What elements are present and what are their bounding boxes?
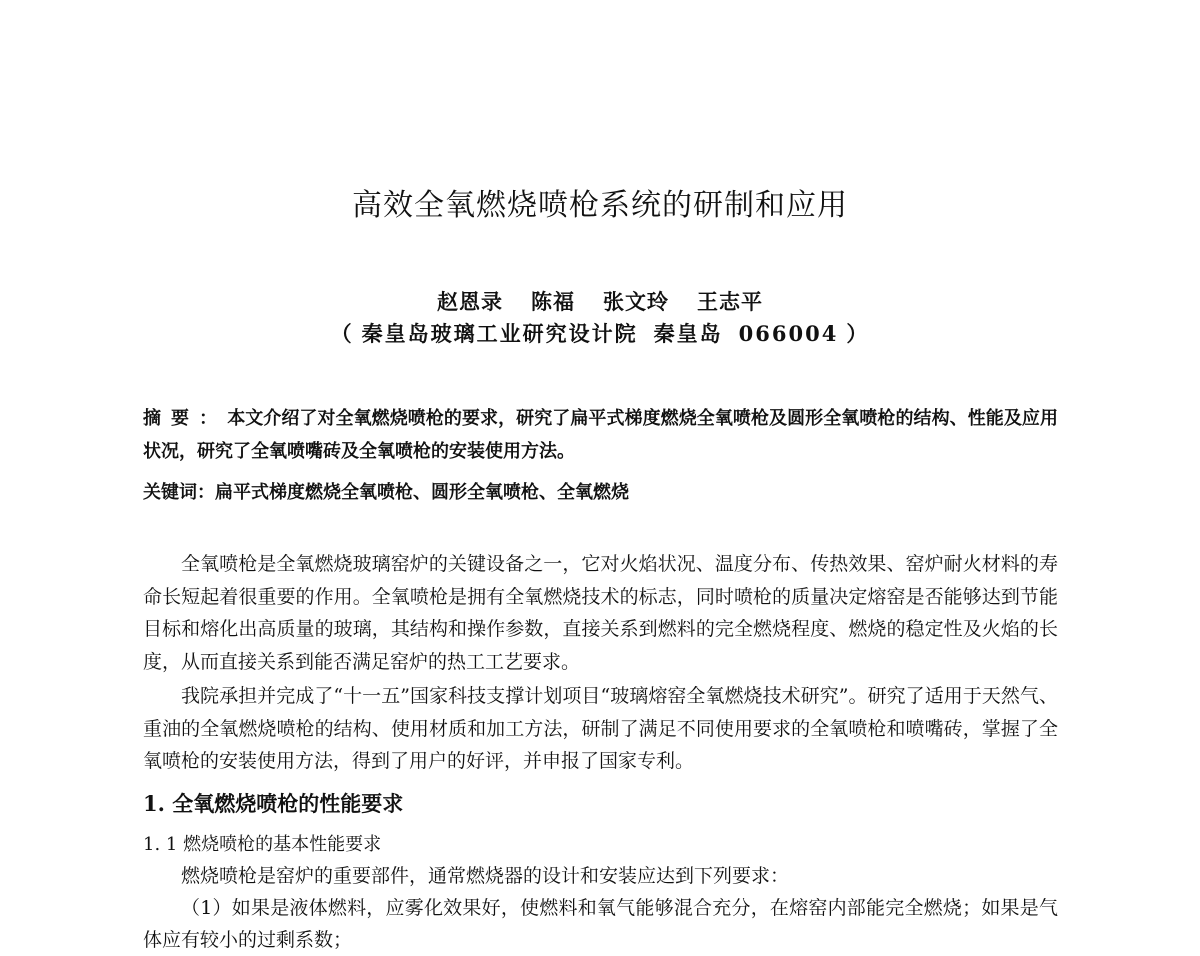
subsection-heading: 1. 1 燃烧喷枪的基本性能要求	[143, 834, 382, 855]
keywords-text: 扁平式梯度燃烧全氧喷枪、圆形全氧喷枪、全氧燃烧	[215, 482, 629, 503]
affiliation-postcode: 066004	[738, 321, 839, 346]
author-name: 王志平	[697, 289, 763, 314]
section-body	[143, 860, 1058, 956]
abstract-label: 摘要：	[143, 408, 228, 429]
keywords-label: 关键词：	[143, 482, 215, 503]
abstract	[143, 402, 1058, 468]
body-paragraph	[143, 680, 1058, 778]
paper-title: 高效全氧燃烧喷枪系统的研制和应用	[352, 188, 848, 223]
keywords	[143, 476, 1058, 509]
abstract-text: 本文介绍了对全氧燃烧喷枪的要求，研究了扁平式梯度燃烧全氧喷枪及圆形全氧喷枪的结构、性能及应用状况，研究了全氧喷嘴砖及全氧喷枪的安装使用方法。	[143, 408, 1058, 462]
affiliation-city: 秦皇岛	[653, 321, 723, 346]
list-item-text: （1）如果是液体燃料，应雾化效果好，使燃料和氧气能够混合充分，在熔窑内部能完全燃烧；如果是气体应有较小的过剩系数；	[143, 897, 1058, 951]
author-name: 张文玲	[603, 289, 669, 314]
body-paragraph	[143, 548, 1058, 678]
paragraph-text: 全氧喷枪是全氧燃烧玻璃窑炉的关键设备之一，它对火焰状况、温度分布、传热效果、窑炉耐火材料的寿命长短起着很重要的作用。全氧喷枪是拥有全氧燃烧技术的标志，同时喷枪的质量决定熔窑是否能够达到节能目标和熔化出高质量的玻璃，其结构和操作参数，直接关系到燃料的完全燃烧程度、燃烧的稳定性及火焰的长度，从而直接关系到能否满足窑炉的热工工艺要求。	[143, 553, 1058, 673]
affiliation-institute: 秦皇岛玻璃工业研究设计院	[361, 321, 638, 346]
paragraph-text: 我院承担并完成了“十一五”国家科技支撑计划项目“玻璃熔窑全氧燃烧技术研究”。研究了适用于天然气、重油的全氧燃烧喷枪的结构、使用材质和加工方法，研制了满足不同使用要求的全氧喷枪和喷嘴砖，掌握了全氧喷枪的安装使用方法，得到了用户的好评，并申报了国家专利。	[143, 685, 1058, 772]
section-heading: 1. 全氧燃烧喷枪的性能要求	[143, 791, 404, 816]
paragraph-text: 燃烧喷枪是窑炉的重要部件，通常燃烧器的设计和安装应达到下列要求：	[181, 865, 790, 887]
affiliation-open-paren: （	[330, 321, 354, 346]
author-list	[0, 286, 1200, 316]
author-name: 赵恩录	[437, 289, 503, 314]
author-name: 陈福	[531, 289, 575, 314]
affiliation-close-paren: ）	[846, 321, 870, 346]
affiliation	[0, 318, 1200, 348]
